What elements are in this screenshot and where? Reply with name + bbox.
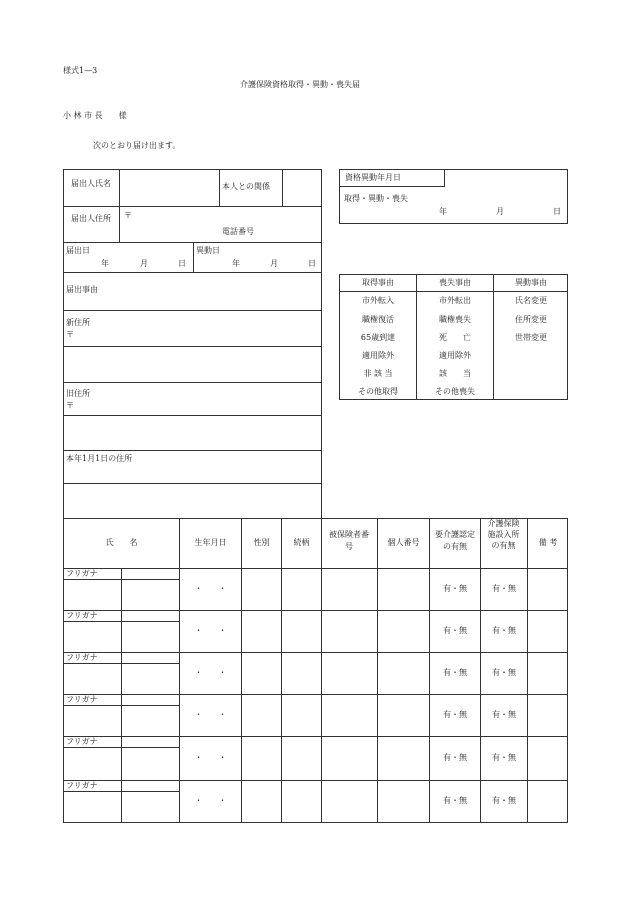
row5-care-yesno[interactable]: 有・無 <box>443 753 467 762</box>
applicant-address-label: 届出人住所 <box>71 214 111 223</box>
applicant-name-label: 届出人氏名 <box>71 179 111 188</box>
row3-birthdate[interactable]: ・ ・ <box>194 668 227 677</box>
reason-acquire-6[interactable]: その他取得 <box>358 387 398 396</box>
intro-text: 次のとおり届け出ます。 <box>93 141 181 150</box>
row1-facility-yesno[interactable]: 有・無 <box>492 584 516 593</box>
status-change-header: 資格異動年月日 <box>345 173 401 182</box>
reason-change-1[interactable]: 氏名変更 <box>515 296 547 305</box>
reason-change-3[interactable]: 世帯変更 <box>515 333 547 342</box>
change-day: 日 <box>308 259 316 268</box>
new-address-label: 新住所 <box>66 318 90 327</box>
reason-label: 届出事由 <box>66 285 98 294</box>
filed-year: 年 <box>101 259 109 268</box>
old-address-postal: 〒 <box>66 401 74 410</box>
reason-acquire-4[interactable]: 適用除外 <box>362 351 394 360</box>
col-birthdate-header: 生年月日 <box>194 538 227 547</box>
row3-furigana: フリガナ <box>66 653 98 662</box>
row4-birthdate[interactable]: ・ ・ <box>194 710 227 719</box>
filed-date-label: 届出日 <box>66 246 90 255</box>
row6-furigana: フリガナ <box>66 781 98 790</box>
status-year: 年 <box>439 207 447 216</box>
phone-label: 電話番号 <box>222 227 254 236</box>
addressee: 小 林 市 長 様 <box>63 111 127 120</box>
change-month: 月 <box>270 259 278 268</box>
row1-birthdate[interactable]: ・ ・ <box>194 584 227 593</box>
row6-facility-yesno[interactable]: 有・無 <box>492 796 516 805</box>
row1-care-yesno[interactable]: 有・無 <box>443 584 467 593</box>
col-care-certification-header: 要介護認定の有無 <box>435 530 475 551</box>
row1-furigana: フリガナ <box>66 569 98 578</box>
relation-field[interactable] <box>283 170 321 206</box>
row3-facility-yesno[interactable]: 有・無 <box>492 668 516 677</box>
col-facility-header: 介護保険施設入所の有無 <box>487 519 520 550</box>
col-remarks-header: 備 考 <box>538 538 558 547</box>
reason-loss-2[interactable]: 職権喪失 <box>439 315 471 324</box>
col-sex-header: 性別 <box>253 538 270 547</box>
form-number: 様式1—3 <box>63 66 98 75</box>
reason-loss-1[interactable]: 市外転出 <box>439 296 471 305</box>
row4-furigana: フリガナ <box>66 695 98 704</box>
form-title: 介護保険資格取得・異動・喪失届 <box>240 80 360 89</box>
row4-facility-yesno[interactable]: 有・無 <box>492 710 516 719</box>
reason-acquire-3[interactable]: 65歳到達 <box>360 333 396 342</box>
reason-acquire-1[interactable]: 市外転入 <box>362 296 394 305</box>
filed-month: 月 <box>140 259 148 268</box>
relation-label: 本人との関係 <box>222 182 270 191</box>
applicant-address-field[interactable] <box>120 207 321 242</box>
row2-care-yesno[interactable]: 有・無 <box>443 626 467 635</box>
row6-birthdate[interactable]: ・ ・ <box>194 796 227 805</box>
reasons-header-loss: 喪失事由 <box>439 278 471 287</box>
row3-care-yesno[interactable]: 有・無 <box>443 668 467 677</box>
reason-loss-6[interactable]: その他喪失 <box>435 387 475 396</box>
filed-day: 日 <box>178 259 186 268</box>
row4-care-yesno[interactable]: 有・無 <box>443 710 467 719</box>
old-address-label: 旧住所 <box>66 389 90 398</box>
new-address-postal: 〒 <box>66 330 74 339</box>
reason-loss-3[interactable]: 死 亡 <box>439 333 471 342</box>
row5-facility-yesno[interactable]: 有・無 <box>492 753 516 762</box>
jan1-address-label: 本年1月1日の住所 <box>66 454 133 463</box>
reason-acquire-5[interactable]: 非 該 当 <box>363 369 393 378</box>
row2-furigana: フリガナ <box>66 611 98 620</box>
reason-change-2[interactable]: 住所変更 <box>515 315 547 324</box>
reason-loss-4[interactable]: 適用除外 <box>439 351 471 360</box>
change-types: 取得・異動・喪失 <box>344 194 408 203</box>
status-day: 日 <box>553 207 561 216</box>
col-personal-number-header: 個人番号 <box>387 538 420 547</box>
col-name-header: 氏 名 <box>105 538 138 547</box>
reasons-header-acquire: 取得事由 <box>362 278 394 287</box>
row5-birthdate[interactable]: ・ ・ <box>194 753 227 762</box>
row2-birthdate[interactable]: ・ ・ <box>194 626 227 635</box>
col-relation-header: 続柄 <box>293 538 310 547</box>
reason-acquire-2[interactable]: 職権復活 <box>362 315 394 324</box>
row5-furigana: フリガナ <box>66 737 98 746</box>
applicant-name-field[interactable] <box>120 170 219 206</box>
postal-mark: 〒 <box>124 211 132 220</box>
reason-loss-5[interactable]: 該 当 <box>439 369 471 378</box>
status-month: 月 <box>496 207 504 216</box>
col-insured-number-header: 被保険者番 号 <box>329 530 385 551</box>
change-date-label: 異動日 <box>196 246 220 255</box>
reasons-header-change: 異動事由 <box>515 278 547 287</box>
row6-care-yesno[interactable]: 有・無 <box>443 796 467 805</box>
row2-facility-yesno[interactable]: 有・無 <box>492 626 516 635</box>
change-year: 年 <box>232 259 240 268</box>
